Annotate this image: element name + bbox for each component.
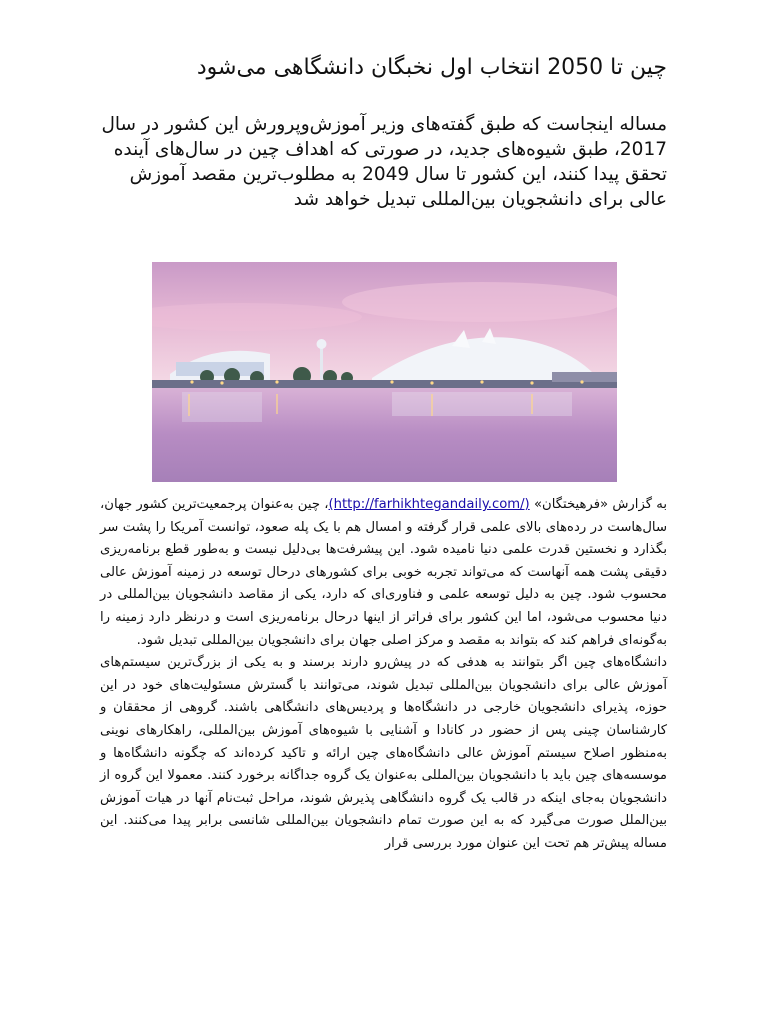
article-lead: مساله اینجاست که طبق گفته‌های وزیر آموزش‌وپرورش این کشور در سال 2017، طبق شیوه‌های جدید، در صورتی که اهداف چین در سال‌های آینده تحقق پیدا کنند، این کشور تا سال 2049 به مطلوب‌ترین مقصد آموزش عالی برای دانشجویان بین‌المللی تبدیل خواهد شد	[101, 114, 667, 210]
paragraph-2: دانشگاه‌های چین اگر بتوانند به هدفی که در پیش‌رو دارند برسند و به یکی از بزرگ‌ترین سیستم‌های آموزش عالی برای دانشجویان بین‌المللی تبدیل شوند، می‌توانند با گسترش مسئولیت‌های خود در این حوزه، پذیرای دانشجویان خارجی در دانشگاه‌ها و پردیس‌های دانشگاهی باشند. گروهی از محققان و کارشناسان چینی پس از حضور در کانادا و آشنایی با شیوه‌های آموزش بین‌المللی، راهکارهای نوینی به‌منظور اصلاح سیستم آموزش عالی دانشگاه‌های چین ارائه و تاکید کرده‌اند که چگونه دانشگاه‌ها و موسسه‌های چین باید با دانشجویان بین‌المللی به‌عنوان یک گروه جداگانه برخورد کنند. معمولا این گروه از دانشجویان به‌جای اینکه در قالب یک گروه دانشگاهی پذیرش شوند، مراحل ثبت‌نام آنها در هیات آموزش بین‌الملل صورت می‌گیرد که به این صورت تمام دانشجویان بین‌المللی شانسی برابر پیدا می‌کنند. این مساله پیش‌تر هم تحت این عنوان مورد بررسی قرار	[100, 655, 667, 851]
article-title: چین تا 2050 انتخاب اول نخبگان دانشگاهی می‌شود	[196, 55, 667, 80]
skyline-photo-icon	[152, 262, 617, 482]
source-link[interactable]: (http://farhikhtegandaily.com/)	[328, 497, 530, 512]
paragraph-1: ، چین به‌عنوان پرجمعیت‌ترین کشور جهان، سال‌هاست در رده‌های بالای علمی قرار گرفته و امسال هم با یک پله صعود، توانست آمریکا را پشت سر بگذارد و نخستین قدرت علمی دنیا نامیده شود. این پیشرفت‌ها بی‌دلیل نیست و به‌طور قطع برنامه‌ریزی دقیقی پشت همه آنهاست که می‌تواند تجربه خوبی برای کشورهای درحال توسعه در زمینه آموزش عالی محسوب شود. چین به دلیل توسعه علمی و فناوری‌ای که دارد، یکی از مقاصد دانشجویان بین‌المللی در دنیا محسوب می‌شود، اما این کشور برای فراتر از اینها درحال برنامه‌ریزی است و درنظر دارد زمینه را به‌گونه‌ای فراهم کند که بتواند به مقصد و مرکز اصلی جهان برای دانشجویان بین‌المللی تبدیل شود.	[100, 497, 667, 648]
source-prefix: به گزارش	[608, 497, 668, 512]
article-page	[100, 0, 667, 1024]
article-photo	[152, 262, 617, 482]
article-body	[100, 494, 667, 856]
source-name: «فرهیختگان»	[533, 497, 609, 512]
